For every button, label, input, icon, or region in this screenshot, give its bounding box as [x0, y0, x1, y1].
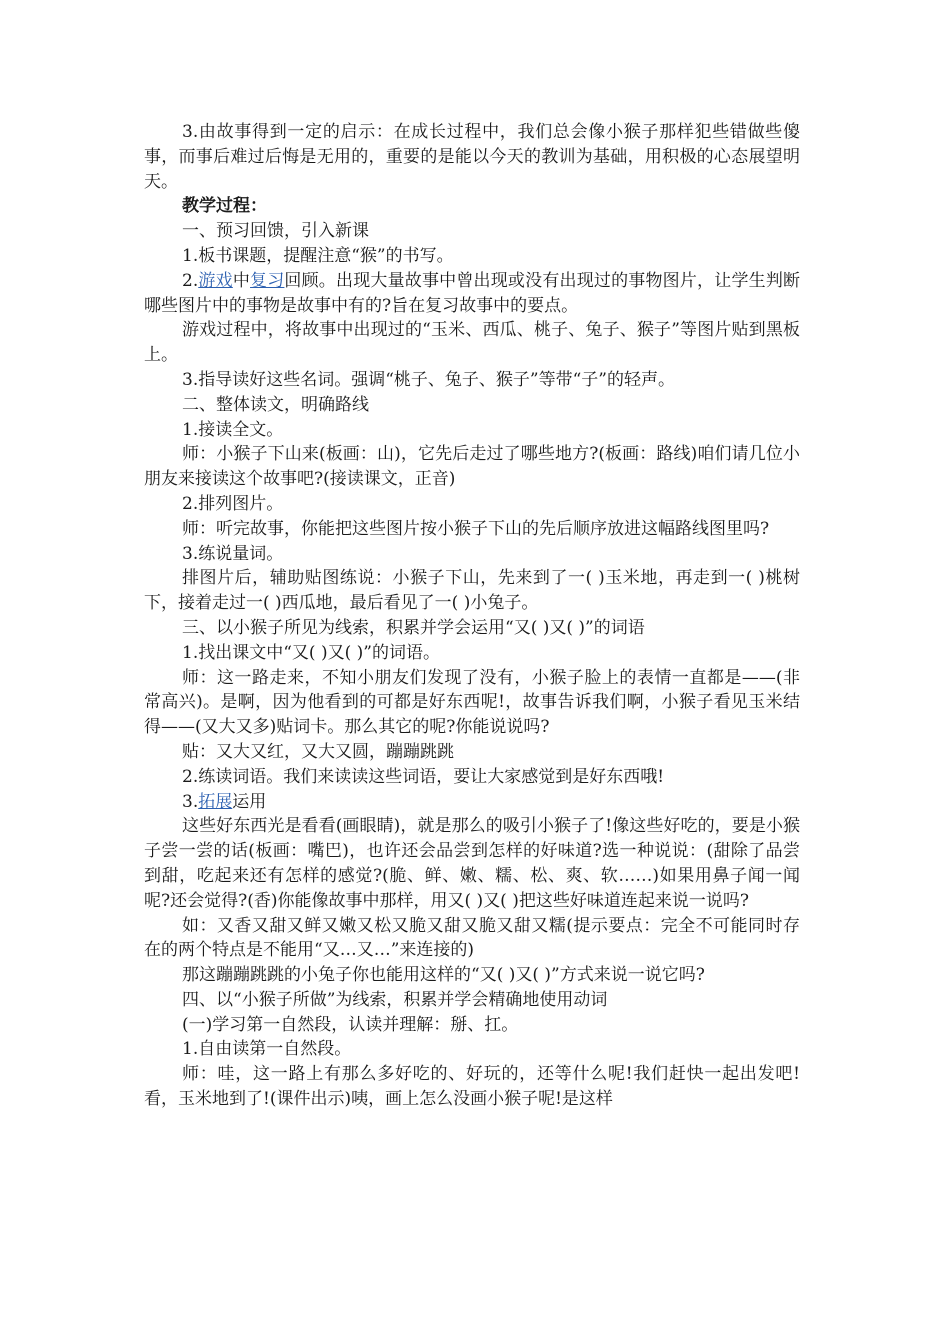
paragraph — [144, 963, 800, 988]
paragraph-text: 那这蹦蹦跳跳的小兔子你也能用这样的“又( )又( )”方式来说一说它吗? — [182, 965, 705, 986]
paragraph — [144, 1037, 800, 1062]
paragraph-text: 一、预习回馈，引入新课 — [182, 221, 369, 242]
paragraph-text: 这些好东西光是看看(画眼睛)，就是那么的吸引小猴子了!像这些好吃的，要是小猴子尝一尝的话(板画：嘴巴)，也许还会品尝到怎样的好味道?选一种说说：(甜除了品尝到甜，吃起来还有怎样的感觉?(脆、鲜、嫩、糯、松、爽、软……)如果用鼻子闻一闻呢?还会觉得?(香)你能像故事中那样，用又( )又( )把这些好味道连起来说一说吗? — [144, 816, 800, 911]
paragraph-text: (一)学习第一自然段，认读并理解：掰、扛。 — [182, 1014, 519, 1035]
paragraph — [144, 566, 800, 616]
paragraph-text: 如：又香又甜又鲜又嫩又松又脆又甜又脆又甜又糯(提示要点：完全不可能同时存在的两个特点是不能用“又…又…”来连接的) — [144, 915, 800, 961]
paragraph-text: 3.由故事得到一定的启示：在成长过程中，我们总会像小猴子那样犯些错做些傻事，而事后难过后悔是无用的，重要的是能以今天的教训为基础，用积极的心态展望明天。 — [144, 122, 800, 192]
paragraph-text: 教学过程： — [182, 196, 267, 217]
paragraph-text: 2.练读词语。我们来读读这些词语，要让大家感觉到是好东西哦! — [182, 766, 665, 787]
paragraph — [144, 988, 800, 1013]
paragraph-text: 2.排列图片。 — [182, 493, 284, 514]
paragraph-text: 四、以“小猴子所做”为线索，积累并学会精确地使用动词 — [182, 989, 608, 1010]
paragraph-text: 游戏过程中，将故事中出现过的“玉米、西瓜、桃子、兔子、猴子”等图片贴到黑板上。 — [144, 320, 800, 366]
paragraph-text: 三、以小猴子所见为线索，积累并学会运用“又( )又( )”的词语 — [182, 617, 645, 638]
paragraph-text: 师：这一路走来，不知小朋友们发现了没有，小猴子脸上的表情一直都是——(非常高兴)。是啊，因为他看到的可都是好东西呢!，故事告诉我们啊，小猴子看见玉米结得——(又大又多)贴词卡。那么其它的呢?你能说说吗? — [144, 667, 800, 738]
paragraph-text: 1.接读全文。 — [182, 419, 284, 440]
paragraph — [144, 1013, 800, 1038]
paragraph — [144, 492, 800, 517]
keyword-link[interactable]: 拓展 — [198, 791, 233, 812]
paragraph-text: 中 — [232, 270, 251, 291]
paragraph — [144, 368, 800, 393]
paragraph — [144, 418, 800, 443]
paragraph-text: 排图片后，辅助贴图练说：小猴子下山，先来到了一( )玉米地，再走到一( )桃树下，接着走过一( )西瓜地，最后看见了一( )小兔子。 — [144, 568, 800, 614]
paragraph — [144, 1062, 800, 1112]
paragraph — [144, 120, 800, 194]
paragraph — [144, 244, 800, 269]
keyword-link[interactable]: 游戏 — [198, 270, 233, 291]
paragraph-text: 运用 — [232, 791, 267, 812]
paragraph-text: 师：哇，这一路上有那么多好吃的、好玩的，还等什么呢!我们赶快一起出发吧!看，玉米地到了!(课件出示)咦，画上怎么没画小猴子呢!是这样 — [144, 1064, 800, 1110]
paragraph — [144, 219, 800, 244]
paragraph — [144, 914, 800, 964]
paragraph — [144, 393, 800, 418]
paragraph-text: 2. — [182, 270, 199, 291]
paragraph — [144, 542, 800, 567]
paragraph — [144, 740, 800, 765]
paragraph — [144, 517, 800, 542]
paragraph-text: 师：听完故事，你能把这些图片按小猴子下山的先后顺序放进这幅路线图里吗? — [182, 518, 770, 539]
paragraph-text: 1.找出课文中“又( )又( )”的词语。 — [182, 642, 440, 663]
paragraph-text: 3. — [182, 791, 199, 812]
paragraph-text: 1.板书课题，提醒注意“猴”的书写。 — [182, 245, 454, 266]
paragraph — [144, 318, 800, 368]
paragraph — [144, 666, 800, 740]
paragraph-text: 师：小猴子下山来(板画：山)，它先后走过了哪些地方?(板画：路线)咱们请几位小朋友来接读这个故事吧?(接读课文，正音) — [144, 444, 800, 490]
paragraph — [144, 765, 800, 790]
paragraph — [144, 790, 800, 815]
paragraph-text: 回顾。出现大量故事中曾出现或没有出现过的事物图片，让学生判断哪些图片中的事物是故事中有的?旨在复习故事中的要点。 — [144, 270, 801, 316]
paragraph-text: 贴：又大又红，又大又圆，蹦蹦跳跳 — [182, 741, 454, 762]
paragraph-text: 3.指导读好这些名词。强调“桃子、兔子、猴子”等带“子”的轻声。 — [182, 369, 675, 390]
keyword-link[interactable]: 复习 — [250, 270, 285, 291]
paragraph-text: 3.练说量词。 — [182, 543, 284, 564]
paragraph-text: 1.自由读第一自然段。 — [182, 1039, 352, 1060]
paragraph — [144, 641, 800, 666]
paragraph — [144, 814, 800, 913]
paragraph — [144, 442, 800, 492]
section-heading — [144, 194, 800, 219]
paragraph — [144, 616, 800, 641]
paragraph-text: 二、整体读文，明确路线 — [182, 394, 369, 415]
paragraph — [144, 269, 800, 319]
